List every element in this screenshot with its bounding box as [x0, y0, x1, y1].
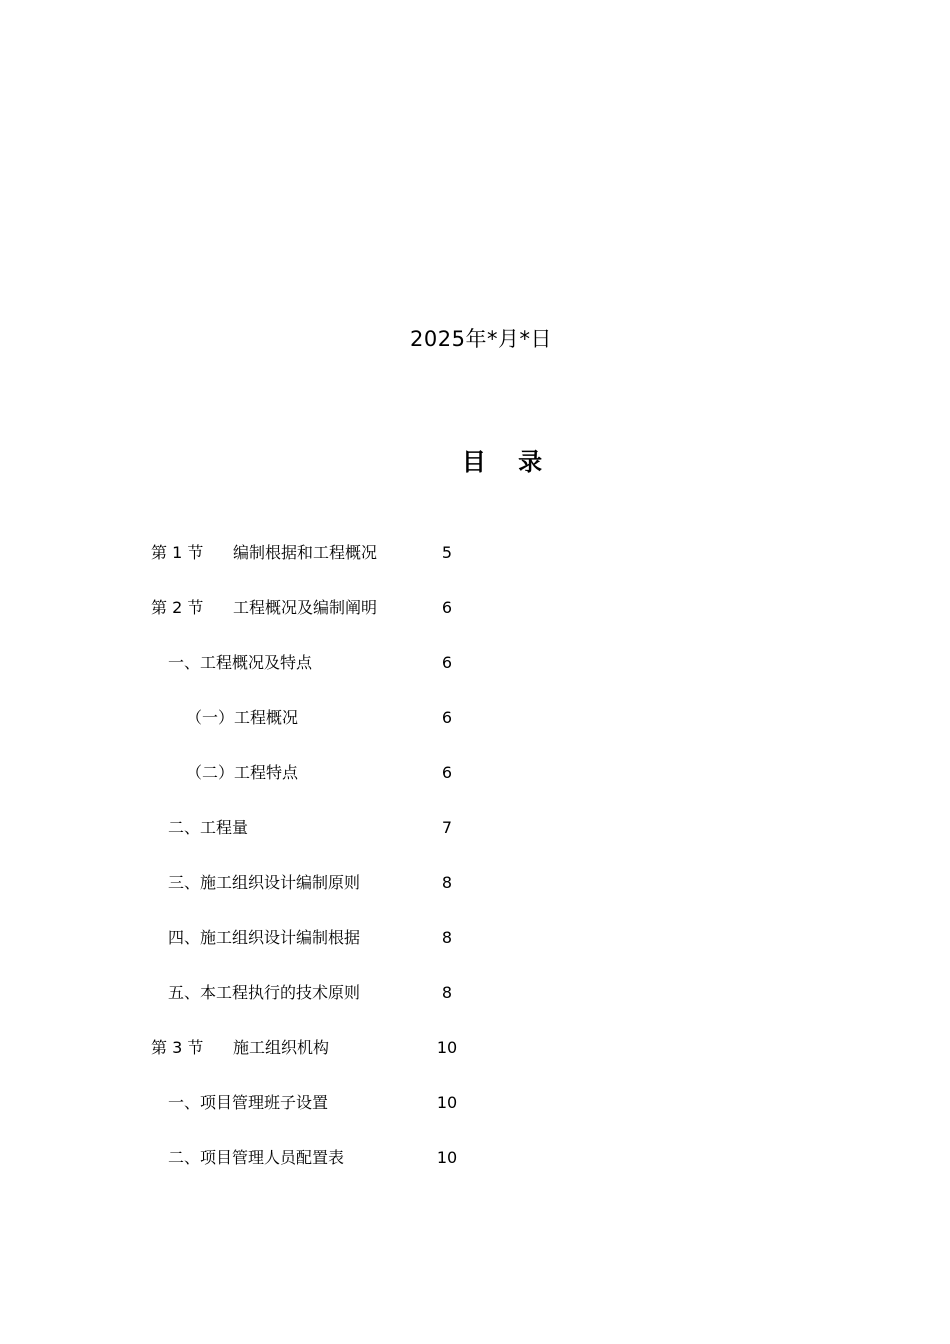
toc-entry[interactable]	[151, 652, 471, 674]
toc-entry-title: （二）工程特点	[186, 763, 299, 782]
toc-entry-title: 五、本工程执行的技术原则	[168, 983, 361, 1002]
toc-entry[interactable]	[151, 1037, 471, 1059]
toc-page-number: 5	[441, 543, 453, 562]
toc-entry-title: （一）工程概况	[186, 708, 299, 727]
toc-entry[interactable]	[151, 872, 471, 894]
toc-entry-title: 二、工程量	[168, 818, 249, 837]
toc-entry-title: 一、项目管理班子设置	[168, 1093, 329, 1112]
toc-page-number: 8	[441, 928, 453, 947]
toc-title: 目 录	[461, 448, 555, 476]
toc-entry-title: 二、项目管理人员配置表	[168, 1148, 345, 1167]
toc-entry[interactable]	[151, 927, 471, 949]
toc-entry-title: 四、施工组织设计编制根据	[168, 928, 361, 947]
toc-entry-title: 一、工程概况及特点	[168, 653, 313, 672]
toc-entry[interactable]	[151, 597, 471, 619]
toc-page-number: 6	[441, 708, 453, 727]
toc-page-number: 10	[436, 1093, 458, 1112]
toc-entry[interactable]	[151, 762, 471, 784]
toc-section-label: 第 2 节	[151, 598, 204, 617]
document-date: 2025年*月*日	[410, 327, 552, 351]
toc-entry[interactable]	[151, 542, 471, 564]
toc-section-label: 第 1 节	[151, 543, 204, 562]
toc-page-number: 7	[441, 818, 453, 837]
toc-entry[interactable]	[151, 707, 471, 729]
toc-page-number: 8	[441, 983, 453, 1002]
toc-entry[interactable]	[151, 817, 471, 839]
toc-entry[interactable]	[151, 1147, 471, 1169]
toc-page-number: 8	[441, 873, 453, 892]
toc-entry-title: 编制根据和工程概况	[233, 543, 378, 562]
toc-entry-title: 三、施工组织设计编制原则	[168, 873, 361, 892]
toc-page-number: 6	[441, 763, 453, 782]
toc-entry-title: 施工组织机构	[233, 1038, 330, 1057]
toc-page-number: 6	[441, 653, 453, 672]
toc-page-number: 10	[436, 1148, 458, 1167]
toc-page-number: 6	[441, 598, 453, 617]
toc-entry[interactable]	[151, 1092, 471, 1114]
toc-section-label: 第 3 节	[151, 1038, 204, 1057]
toc-entry-title: 工程概况及编制阐明	[233, 598, 378, 617]
toc-entry[interactable]	[151, 982, 471, 1004]
toc-page-number: 10	[436, 1038, 458, 1057]
